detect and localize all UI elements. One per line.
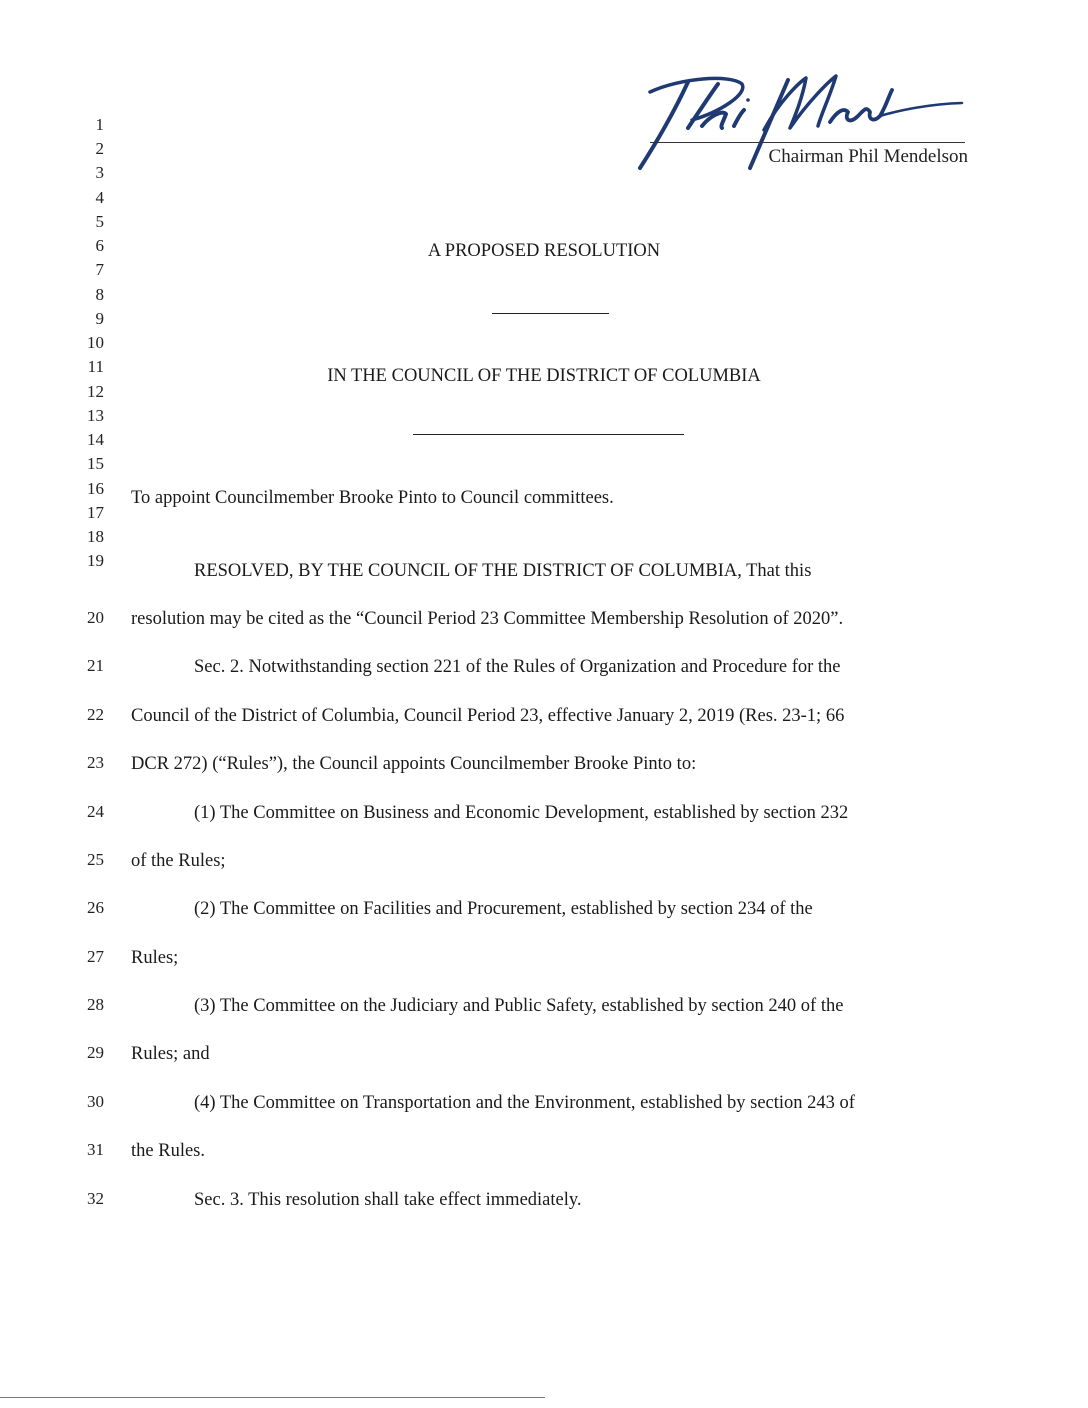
text-line: (4) The Committee on Transportation and the Environment, established by section 243 of <box>194 1093 855 1113</box>
line-number: 4 <box>95 188 104 207</box>
line-number: 24 <box>87 802 104 821</box>
line-number: 18 <box>87 527 104 546</box>
line-number: 17 <box>87 503 104 522</box>
signatory-name: Chairman Phil Mendelson <box>768 146 968 167</box>
signature-block <box>630 70 975 175</box>
text-line: DCR 272) (“Rules”), the Council appoints Councilmember Brooke Pinto to: <box>131 754 697 774</box>
line-number: 16 <box>87 479 104 498</box>
text-line: Rules; and <box>131 1044 210 1064</box>
resolution-purpose: To appoint Councilmember Brooke Pinto to Council committees. <box>131 488 614 508</box>
line-number: 12 <box>87 382 104 401</box>
text-line: (1) The Committee on Business and Economic Development, established by section 232 <box>194 803 849 823</box>
line-number: 2 <box>95 139 104 158</box>
text-line: the Rules. <box>131 1141 205 1161</box>
line-number: 31 <box>87 1140 104 1159</box>
line-number: 6 <box>95 236 104 255</box>
title-separator <box>492 313 609 314</box>
line-number: 25 <box>87 850 104 869</box>
line-number: 8 <box>95 285 104 304</box>
line-number: 30 <box>87 1092 104 1111</box>
line-number: 21 <box>87 656 104 675</box>
body-separator <box>413 434 684 435</box>
text-line: Sec. 2. Notwithstanding section 221 of the Rules of Organization and Procedure for the <box>194 657 841 677</box>
line-number: 7 <box>95 260 104 279</box>
text-line: Council of the District of Columbia, Council Period 23, effective January 2, 2019 (Res. 23-1; 66 <box>131 706 845 726</box>
line-number: 29 <box>87 1043 104 1062</box>
text-line: resolution may be cited as the “Council Period 23 Committee Membership Resolution of 2020”. <box>131 609 844 629</box>
line-number: 23 <box>87 753 104 772</box>
line-number: 26 <box>87 898 104 917</box>
text-line: Sec. 3. This resolution shall take effect immediately. <box>194 1190 582 1210</box>
text-line: (3) The Committee on the Judiciary and Public Safety, established by section 240 of the <box>194 996 844 1016</box>
line-number: 13 <box>87 406 104 425</box>
line-number: 11 <box>87 357 104 376</box>
line-number: 27 <box>87 947 104 966</box>
line-number: 14 <box>87 430 104 449</box>
text-line: (2) The Committee on Facilities and Procurement, established by section 234 of the <box>194 899 813 919</box>
text-line: RESOLVED, BY THE COUNCIL OF THE DISTRICT OF COLUMBIA, That this <box>194 561 812 581</box>
line-number: 28 <box>87 995 104 1014</box>
line-number: 32 <box>87 1189 104 1208</box>
document-title: A PROPOSED RESOLUTION <box>427 241 661 261</box>
line-number: 22 <box>87 705 104 724</box>
line-number: 3 <box>95 163 104 182</box>
line-number: 1 <box>95 115 104 134</box>
line-number: 15 <box>87 454 104 473</box>
issuing-body: IN THE COUNCIL OF THE DISTRICT OF COLUMBIA <box>327 366 761 386</box>
line-number: 5 <box>95 212 104 231</box>
line-number: 10 <box>87 333 104 352</box>
page-bottom-edge <box>0 1397 545 1398</box>
line-number: 19 <box>87 551 104 570</box>
line-number: 9 <box>95 309 104 328</box>
signature-line <box>650 142 965 143</box>
text-line: of the Rules; <box>131 851 226 871</box>
line-number: 20 <box>87 608 104 627</box>
text-line: Rules; <box>131 948 179 968</box>
